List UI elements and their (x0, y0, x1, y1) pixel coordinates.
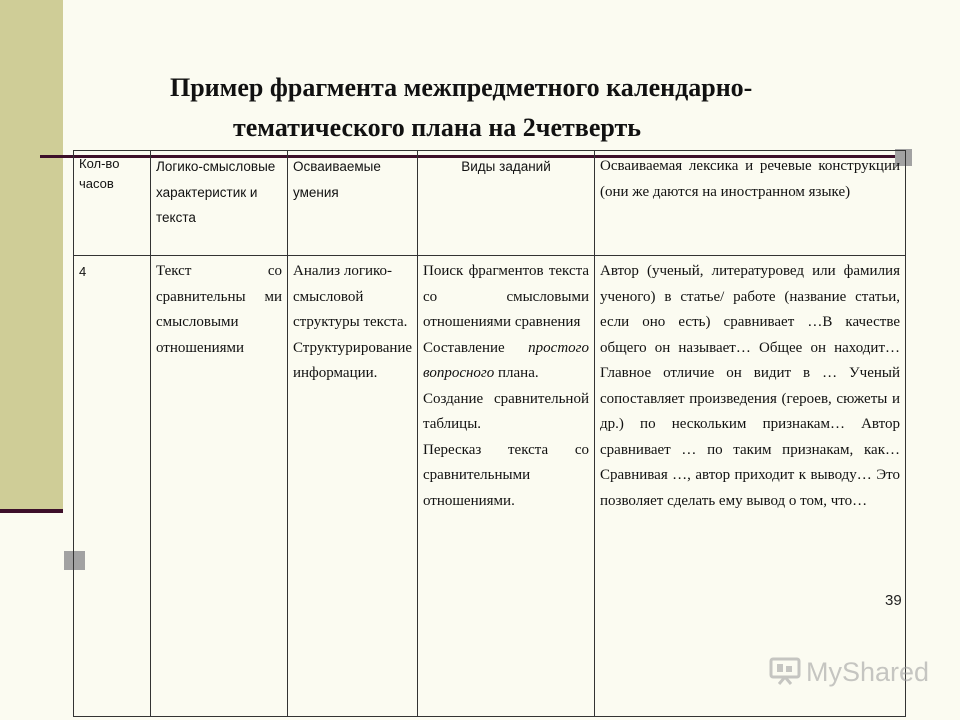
cell-hours: 4 (74, 256, 151, 717)
plan-table (73, 150, 906, 717)
decorative-side-band (0, 0, 63, 513)
header-characteristics: Логико-смысловые характеристик и текста (151, 151, 288, 256)
watermark (768, 655, 929, 689)
header-hours: Кол-во часов (74, 151, 151, 256)
table-header-row (74, 151, 906, 256)
slide-title-line-1: Пример фрагмента межпредметного календарно- (170, 73, 753, 102)
cell-tasks (418, 256, 595, 717)
header-lexicon: Осваиваемая лексика и речевые конструкции (они же даются на иностранном языке) (595, 151, 906, 256)
task-search: Поиск фрагментов текста со смысловыми отношениями сравнения (423, 263, 589, 330)
presentation-icon (768, 655, 802, 690)
table-row (74, 256, 906, 717)
header-skills: Осваиваемые умения (288, 151, 418, 256)
cell-characteristics: Текст со сравнительны ми смысловыми отношениями (151, 256, 288, 717)
task-plan (423, 336, 589, 387)
header-tasks: Виды заданий (418, 151, 595, 256)
slide-title-line-2: тематического плана на 2четверть (233, 113, 642, 142)
task-plan-pre: Составление (423, 339, 529, 356)
task-retell: Пересказ текста со сравнительными отношениями. (423, 441, 589, 509)
task-plan-italic: простого вопросного (423, 339, 589, 381)
decorative-band-line (0, 509, 63, 513)
cell-skills: Анализ логико-смысловой структуры текста. Структурирование информации. (288, 256, 418, 717)
task-plan-post: плана. (494, 365, 539, 381)
cell-lexicon: Автор (ученый, литературовед или фамилия ученого) в статье/ работе (название статьи, если оно есть) сравнивает …В качестве общего он называет… Общее он находит… Главное отличие он видит в … Ученый сопоставляет произведения (героев, сюжеты и др.) по нескольким признакам… Автор сравнивает … по таким признакам, как… Сравнивая …, автор приходит к выводу… Это позволяет сделать ему вывод о том, что… (595, 256, 906, 717)
page-number: 39 (885, 592, 902, 609)
watermark-text: MyShared (806, 656, 930, 687)
task-table: Создание сравнительной таблицы. (423, 390, 589, 432)
